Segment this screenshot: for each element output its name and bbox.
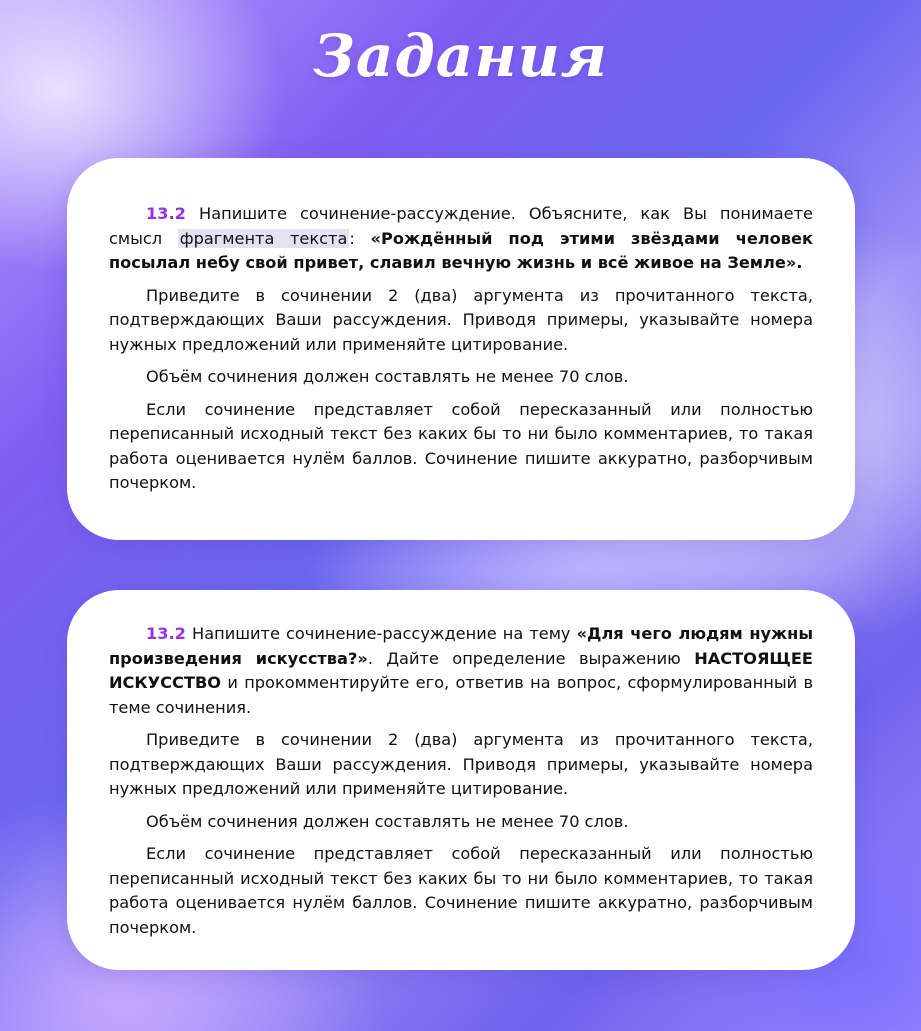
task2-topic: «Для чего людям нужны произведения искусства?» xyxy=(109,624,813,668)
task2-arguments-text: Приведите в сочинении 2 (два) аргумента из прочитанного текста, подтверждающих Ваши рассуждения. Приводя примеры, указывайте номера нужных предложений или применяйте цитирование. xyxy=(109,730,813,798)
task1-rules-text: Если сочинение представляет собой пересказанный или полностью переписанный исходный текст без каких бы то ни было комментариев, то такая работа оценивается нулём баллов. Сочинение пишите аккуратно, разборчивым почерком. xyxy=(109,399,813,492)
task1-highlighted-phrase: фрагмента текста xyxy=(179,228,348,248)
task2-end: и прокомментируйте его, ответив на вопрос, сформулированный в теме сочинения. xyxy=(109,673,813,717)
task2-volume-text: Объём сочинения должен составлять не менее 70 слов. xyxy=(146,811,629,831)
task2-rules-text: Если сочинение представляет собой пересказанный или полностью переписанный исходный текст без каких бы то ни было комментариев, то такая работа оценивается нулём баллов. Сочинение пишите аккуратно, разборчивым почерком. xyxy=(109,844,813,937)
task1-quote: «Рождённый под этими звёздами человек посылал небу свой привет, славил вечную жизнь и всё живое на Земле». xyxy=(109,228,813,272)
task1-colon: : xyxy=(349,228,355,248)
task-card-1 xyxy=(67,158,855,540)
task2-term: НАСТОЯЩЕЕ ИСКУССТВО xyxy=(109,648,813,692)
task1-intro: Напишите сочинение-рассуждение. Объясните, как Вы понимаете смысл xyxy=(109,204,813,248)
task1-number: 13.2 xyxy=(146,204,186,223)
task-card-2 xyxy=(67,590,855,970)
task1-arguments-text: Приведите в сочинении 2 (два) аргумента из прочитанного текста, подтверждающих Ваши рассуждения. Приводя примеры, указывайте номера нужных предложений или применяйте цитирование. xyxy=(109,285,813,354)
task2-mid: . Дайте определение выражению xyxy=(367,648,681,668)
task1-instruction xyxy=(109,202,813,276)
page-title: Задания xyxy=(313,22,608,90)
task2-intro: Напишите сочинение-рассуждение на тему xyxy=(192,624,571,643)
task2-number: 13.2 xyxy=(146,624,186,643)
task2-instruction xyxy=(109,622,813,720)
task1-volume-text: Объём сочинения должен составлять не менее 70 слов. xyxy=(146,367,629,386)
